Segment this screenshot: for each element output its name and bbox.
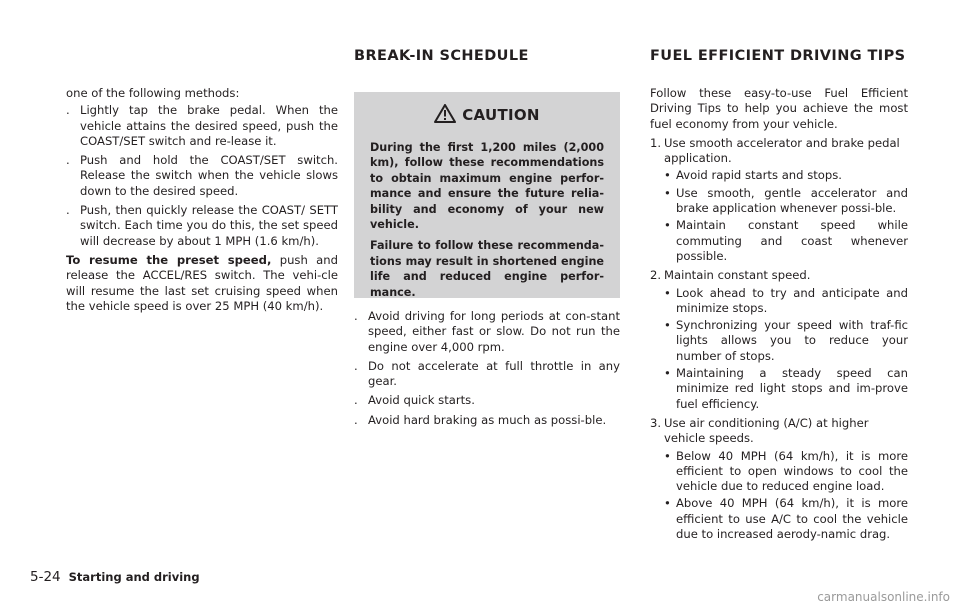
watermark: carmanualsonline.info [817,590,950,604]
list-item: . Push, then quickly release the COAST/ SETT switch. Each time you do this, the set speed will decrease by about 1 MPH (1.6 km/h). [66,203,338,248]
bullet-icon: . [354,393,358,408]
list-item: . Push and hold the COAST/SET switch. Release the switch when the vehicle slows down to the desired speed. [66,153,338,198]
list-item: • Use smooth, gentle accelerator and brake application whenever possi-ble. [664,185,908,216]
caution-title-row [354,104,620,127]
list-item: • Maintaining a steady speed can minimize red light stops and im-prove fuel efficiency. [664,366,908,411]
column-left [66,86,338,316]
bullet-icon: • [664,366,671,381]
caution-title: CAUTION [462,106,540,124]
resume-paragraph [66,253,338,314]
bullet-icon: • [664,168,671,183]
tip-item [650,268,908,412]
caution-box [354,92,620,298]
tip-number: 1. [650,135,662,150]
section-heading-break-in: BREAK-IN SCHEDULE [354,48,529,64]
tip-number: 2. [650,268,662,283]
tip-text: Use smooth accelerator and brake pedal application. [664,135,900,166]
resume-lead: To resume the preset speed, [66,252,272,267]
warning-triangle-icon [434,104,456,127]
tip-text: Maintain constant speed. [664,268,811,283]
page-number: 5-24 [30,569,61,585]
bullet-icon: • [664,285,671,300]
bullet-icon: . [66,153,70,168]
list-item: . Avoid driving for long periods at con-stant speed, either fast or slow. Do not run the engine over 4,000 rpm. [354,309,620,354]
list-item: • Avoid rapid starts and stops. [664,168,842,183]
resume-text: push and release the ACCEL/RES switch. The vehi-cle will resume the last set cruising speed when the vehicle speed is over 25 MPH (40 km/h). [66,252,338,313]
list-item: • Maintain constant speed while commuting and coast whenever possible. [664,218,908,263]
list-item: . Avoid hard braking as much as possi-ble. [354,412,607,427]
bullet-icon: • [664,185,671,200]
caution-body [370,140,604,306]
break-in-list [354,309,620,432]
methods-list [66,103,338,249]
caution-paragraph: Failure to follow these recommenda-tions may result in shortened engine life and reduced engine perfor-mance. [370,239,604,299]
list-item: • Look ahead to try and anticipate and minimize stops. [664,285,908,315]
methods-intro: one of the following methods: [66,86,240,100]
section-name: Starting and driving [68,570,200,584]
bullet-icon: . [354,309,358,323]
fuel-intro: Follow these easy-to-use Fuel Efficient Driving Tips to help you achieve the most fuel economy from your vehicle. [650,86,908,131]
tip-sublist [664,168,908,264]
bullet-icon: • [664,218,671,233]
list-item: • Above 40 MPH (64 km/h), it is more efficient to use A/C to cool the vehicle due to increased aerody-namic drag. [664,496,908,542]
bullet-icon: . [66,103,70,118]
bullet-icon: . [354,412,358,427]
list-item: • Synchronizing your speed with traf-fic lights allows you to reduce your number of stops. [664,318,908,363]
list-item: . Avoid quick starts. [354,393,475,408]
section-heading-fuel-tips: FUEL EFFICIENT DRIVING TIPS [650,48,906,64]
page-footer [30,569,200,585]
tip-item [650,416,908,542]
bullet-icon: . [66,203,70,218]
list-item: . Lightly tap the brake pedal. When the vehicle attains the desired speed, push the COAST/SET switch and re-lease it. [66,103,338,148]
tip-number: 3. [650,415,662,430]
tip-sublist [664,449,908,543]
list-item: • Below 40 MPH (64 km/h), it is more efficient to open windows to cool the vehicle due to reduced engine load. [664,448,908,494]
fuel-tips-column [650,86,908,546]
fuel-tips-list [650,136,908,542]
bullet-icon: • [664,448,671,463]
bullet-icon: • [664,496,671,511]
tip-text: Use air conditioning (A/C) at higher vehicle speeds. [664,415,869,446]
bullet-icon: • [664,318,671,333]
list-item: . Do not accelerate at full throttle in any gear. [354,358,620,389]
bullet-icon: . [354,358,358,373]
caution-paragraph: During the first 1,200 miles (2,000 km), follow these recommendations to obtain maximum engine perfor-mance and ensure the future relia-bility and economy of your new vehicle. [370,141,604,232]
tip-sublist [664,286,908,412]
tip-item [650,136,908,264]
